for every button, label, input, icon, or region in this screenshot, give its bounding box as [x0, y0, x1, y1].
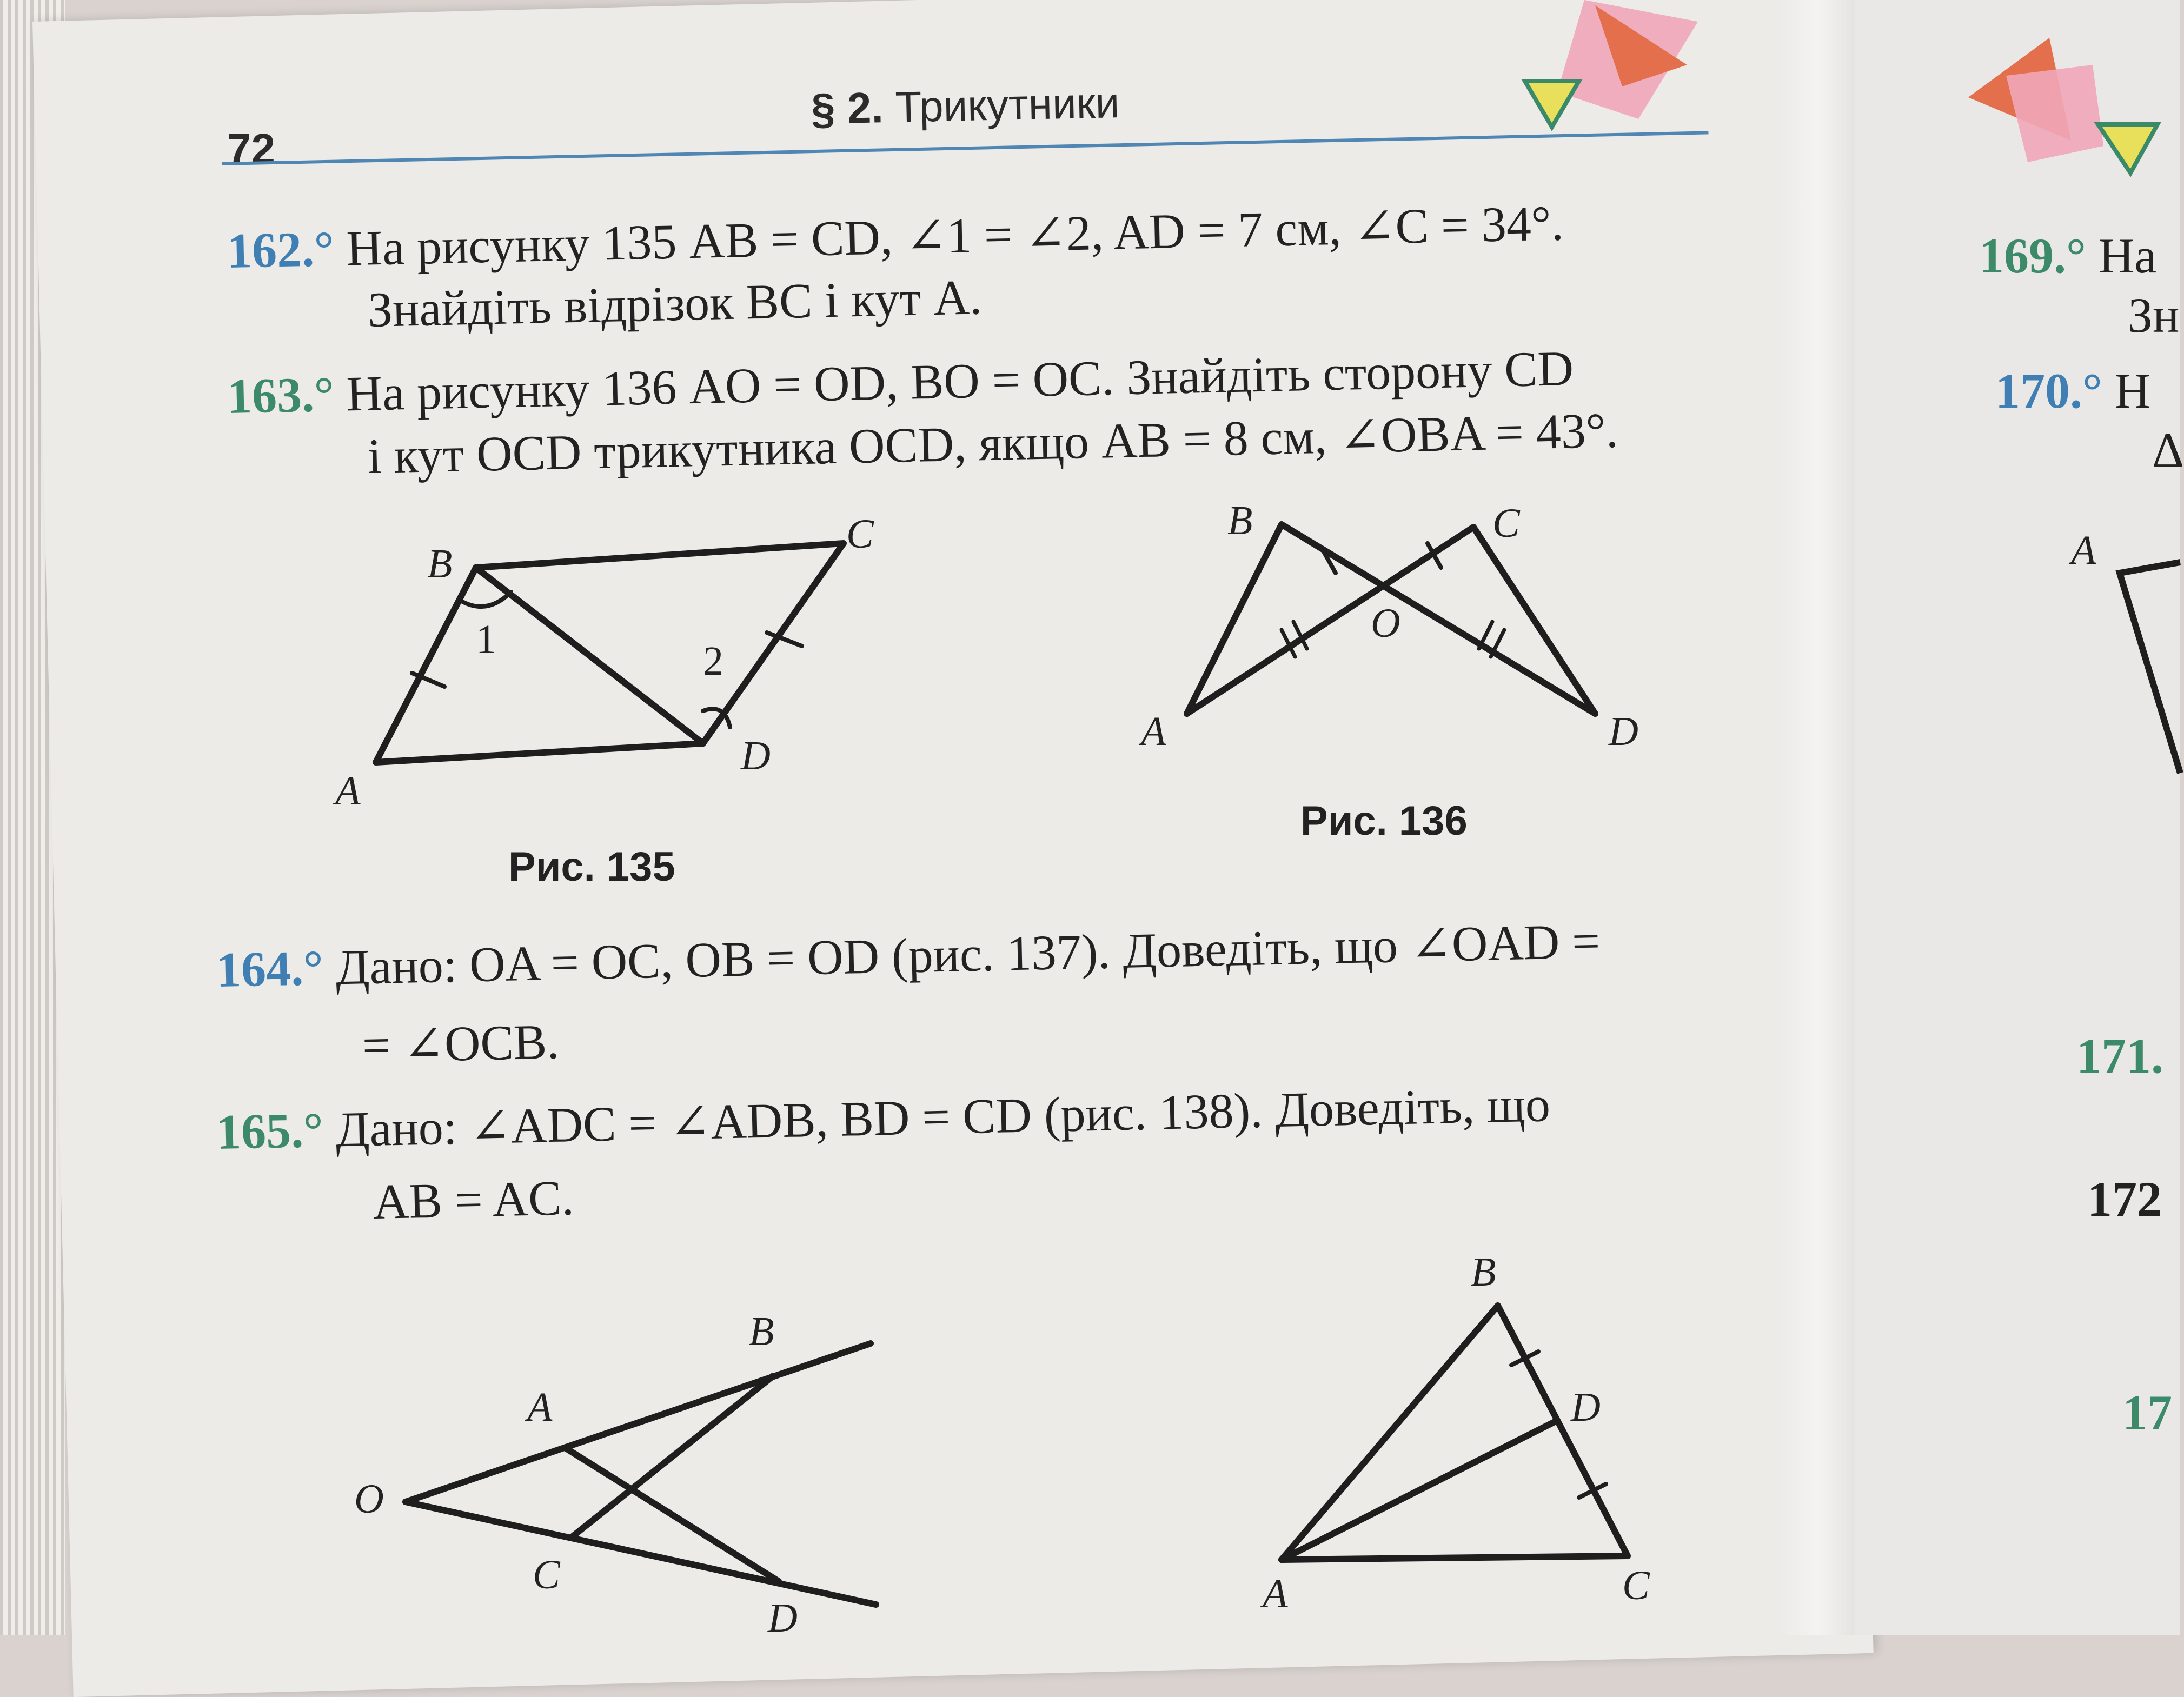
fig135-caption: Рис. 135 [508, 844, 675, 890]
problem-165-number: 165.° [215, 1102, 324, 1160]
fig135-label-angle1: 1 [476, 617, 496, 662]
right-item-172-number: 172 [2087, 1172, 2162, 1227]
problem-162-line2: Знайдіть відрізок BC і кут A. [367, 269, 983, 337]
right-item-169-text: На [2098, 228, 2157, 283]
problem-165-line2: AB = AC. [372, 1170, 575, 1229]
fig137-label-o: O [354, 1476, 384, 1522]
problem-164-text: Дано: OA = OC, OB = OD (рис. 137). Доведіть, що ∠OAD = [335, 913, 1601, 995]
right-fig-label-a: A [2071, 528, 2096, 573]
problem-163-line2: і кут OCD трикутника OCD, якщо AB = 8 см, ∠OBA = 43°. [367, 402, 1619, 484]
right-item-170-line2: Δ [2152, 423, 2184, 478]
right-item-170-text: Н [2114, 363, 2151, 418]
problem-163-number: 163.° [226, 366, 335, 424]
fig135-label-a: A [335, 768, 361, 814]
fig135-label-angle2: 2 [703, 638, 723, 684]
right-item-169-line2: Зн [2128, 288, 2180, 343]
problem-162-number: 162.° [226, 221, 335, 278]
page-number: 72 [227, 125, 275, 173]
problem-164-number: 164.° [215, 940, 324, 997]
fig136-label-o: O [1371, 601, 1400, 646]
fig135-label-d: D [741, 733, 771, 778]
problem-162-text: На рисунку 135 AB = CD, ∠1 = ∠2, AD = 7 см, ∠C = 34°. [346, 195, 1564, 276]
fig138-label-d: D [1571, 1385, 1601, 1430]
fig137-label-a: A [527, 1385, 553, 1430]
problem-164-line2: = ∠OCB. [361, 1014, 560, 1073]
fig135-label-c: C [846, 511, 874, 557]
fig136-label-b: B [1227, 498, 1253, 543]
fig136-label-a: A [1141, 709, 1166, 754]
fig137-label-b: B [749, 1309, 774, 1354]
right-item-17x-number: 17 [2122, 1385, 2172, 1440]
right-item-169-number: 169.° [1979, 228, 2086, 283]
fig136-caption: Рис. 136 [1300, 798, 1468, 844]
fig138-label-a: A [1263, 1571, 1288, 1616]
fig136-label-c: C [1492, 501, 1520, 546]
fig136-label-d: D [1609, 709, 1638, 754]
section-name: Трикутники [894, 78, 1120, 131]
right-item-170-number: 170.° [1995, 363, 2102, 418]
section-prefix: § 2. [811, 83, 884, 133]
fig137-label-d: D [768, 1595, 798, 1641]
fig138-label-b: B [1471, 1249, 1496, 1295]
fig135-label-b: B [427, 541, 453, 587]
problem-163-text: На рисунку 136 AO = OD, BO = OC. Знайдіть сторону CD [346, 340, 1575, 422]
right-item-171-number: 171. [2076, 1028, 2163, 1083]
problem-165-text: Дано: ∠ADC = ∠ADB, BD = CD (рис. 138). Доведіть, що [335, 1076, 1551, 1157]
fig138-label-c: C [1622, 1563, 1650, 1608]
fig137-label-c: C [533, 1552, 560, 1598]
